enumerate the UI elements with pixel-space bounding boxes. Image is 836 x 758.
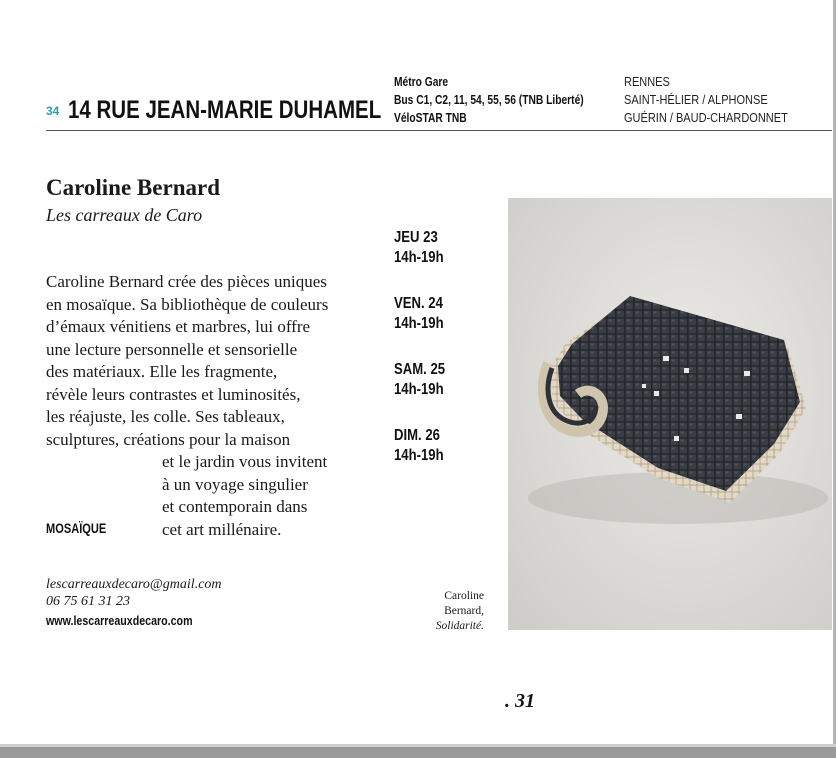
- schedule-day: VEN. 24: [394, 295, 443, 312]
- category-label: MOSAÏQUE: [46, 521, 107, 536]
- artist-description: [46, 271, 328, 541]
- city-district: [624, 73, 788, 127]
- description-line: révèle leurs contrastes et luminosités,: [46, 384, 301, 404]
- caption-artist-first: Caroline: [444, 590, 484, 602]
- description-line: sculptures, créations pour la maison: [46, 429, 291, 449]
- description-line: à un voyage singulier: [162, 474, 308, 494]
- artwork-photo: [508, 198, 832, 630]
- description-line: en mosaïque. Sa bibliothèque de couleurs: [46, 294, 329, 314]
- transport-bus: Bus C1, C2, 11, 54, 55, 56 (TNB Liberté): [394, 93, 584, 107]
- transport-info: [394, 73, 625, 127]
- district-line-2: GUÉRIN / BAUD-CHARDONNET: [624, 111, 788, 125]
- city-name: RENNES: [624, 75, 670, 89]
- artist-brand: Les carreaux de Caro: [46, 205, 203, 225]
- photo-caption: [380, 589, 484, 634]
- district-line-1: SAINT-HÉLIER / ALPHONSE: [624, 93, 768, 107]
- description-line: et le jardin vous invitent: [162, 452, 328, 471]
- opening-schedule: [394, 228, 456, 466]
- contact-email[interactable]: lescarreauxdecaro@gmail.com: [46, 577, 222, 592]
- schedule-hours: 14h-19h: [394, 249, 444, 266]
- page-number: . 31: [505, 690, 535, 712]
- caption-artwork-title: Solidarité.: [435, 620, 484, 632]
- contact-website[interactable]: www.lescarreauxdecaro.com: [46, 613, 193, 628]
- schedule-day: SAM. 25: [394, 361, 446, 378]
- transport-metro: Métro Gare: [394, 75, 449, 89]
- schedule-hours: 14h-19h: [394, 447, 444, 464]
- description-line: et contemporain dans: [162, 497, 308, 516]
- page-bottom-bar: [0, 744, 836, 758]
- schedule-day: JEU 23: [394, 229, 438, 246]
- description-line: les réajuste, les colle. Ses tableaux,: [46, 407, 285, 426]
- entry-number: 34: [46, 104, 60, 118]
- description-line: cet art millénaire.: [162, 519, 282, 539]
- schedule-hours: 14h-19h: [394, 315, 444, 332]
- artist-name: Caroline Bernard: [46, 175, 220, 200]
- header-divider: [46, 130, 832, 131]
- address-title: 14 RUE JEAN-MARIE DUHAMEL: [68, 96, 382, 124]
- caption-artist-last: Bernard,: [444, 605, 484, 617]
- description-line: une lecture personnelle et sensorielle: [46, 339, 298, 359]
- schedule-hours: 14h-19h: [394, 381, 444, 398]
- transport-bike: VéloSTAR TNB: [394, 111, 467, 125]
- schedule-day: DIM. 26: [394, 427, 440, 444]
- description-line: Caroline Bernard crée des pièces uniques: [46, 272, 327, 291]
- description-line: d’émaux vénitiens et marbres, lui offre: [46, 317, 311, 336]
- description-line: des matériaux. Elle les fragmente,: [46, 362, 278, 381]
- contact-phone: 06 75 61 31 23: [46, 594, 130, 609]
